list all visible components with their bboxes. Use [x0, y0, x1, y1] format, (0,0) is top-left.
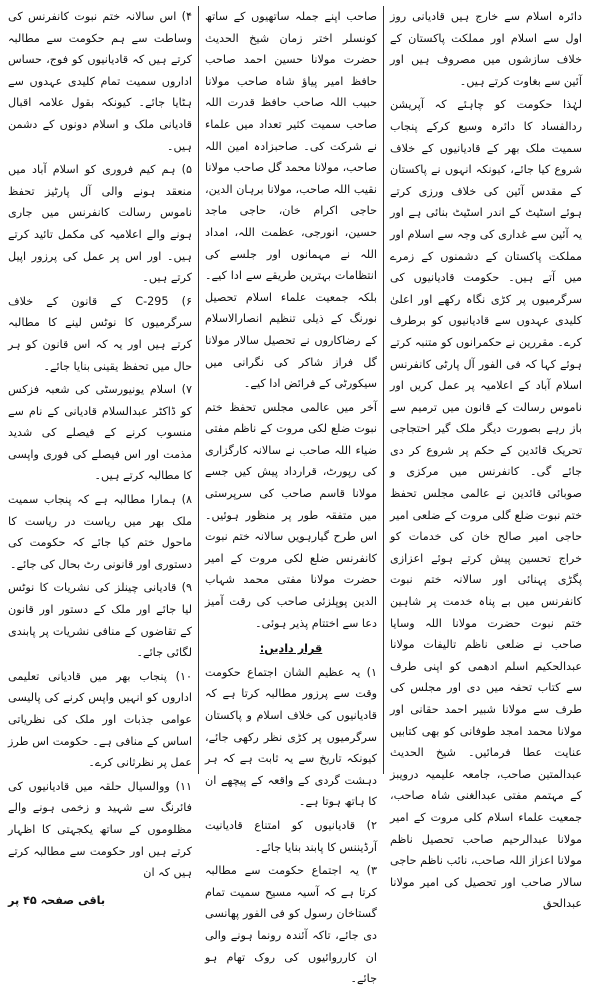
- resolution-item: ۴) اس سالانہ ختم نبوت کانفرنس کی وساطت سے ہم حکومت سے مطالبہ کرتے ہیں کہ قادیانیوں کو فوج، حساس اداروں سمیت تمام کلیدی عہدوں سے ہٹایا جائے۔ کیونکہ بقول علامہ اقبال قادیانی ملک و اسلام دونوں کے دشمن ہیں۔: [8, 10, 192, 153]
- paragraph: لہٰذا حکومت کو چاہئے کہ آپریشن ردالفساد کا دائرہ وسیع کرکے پنجاب سمیت ملک بھر کے قادیانیوں کے خلاف شروع کیا جائے، کیونکہ انہوں نے پاکستان کے مقدس آئین کی خلاف ورزی کرتے ہوئے اسٹیٹ کے اندر اسٹیٹ بنائی ہے اور یہ آئین سے غداری کی وجہ سے اسلام اور مملکت پاکستان کے دشمنوں کے زمرے میں آتے ہیں۔ حکومت قادیانیوں کی سرگرمیوں پر کڑی نگاہ رکھے اور اعلیٰ کلیدی عہدوں سے قادیانیوں کو برطرف کرے۔ مقررین نے حکمرانوں کو متنبہ کرتے ہوئے کہا کہ فی الفور آل پارٹی کانفرنس اسلام آباد کے اعلامیہ پر عمل کریں اور ناموس رسالت کے قانون میں ترمیم سے باز رہے بصورت دیگر ملک گیر احتجاجی تحریک قائدین کے حکم پر شروع کر دی جائے گی۔ کانفرنس میں مرکزی و صوبائی قائدین نے عالمی مجلس تحفظ ختم نبوت ضلع گلی مروت کے ضلعی امیر حاجی امیر صالح خان کی خدمات کو خراج تحسین پیش کرتے ہوئے اعزازی پگڑی پہنائی اور سالانہ ختم نبوت کانفرنس میں بے پناہ خدمت پر شاہین ختم نبوت حضرت مولانا اللہ وسایا صاحب نے ضلعی ناظم تالیفات مولانا عبدالحکیم اسلم ادھمی کو اپنی طرف سے کتاب تحفہ میں دی اور مجلس کی طرف سے مولانا شبیر احمد حقانی اور مولانا محمد امجد طوفانی کو بھی کتابیں عنایت عطا فرمائیں۔ شیخ الحدیث عبدالمتین صاحب، جامعہ علیمیہ درویبز کے مہتمم مفتی عبدالغنی شاہ صاحب، جمعیت علماء اسلام کلی مروت کے امیر مولانا عبدالرحیم صاحب تحصیل ناظم مولانا اعزاز اللہ صاحب، نائب ناظم حاجی سالار صاحب اور تحصیل کی امیر مولانا عبدالحق: [390, 98, 582, 911]
- resolution-item: ۳) یہ اجتماع حکومت سے مطالبہ کرتا ہے کہ آسیہ مسیح سمیت تمام گستاخان رسول کو فی الفور پھانسی دی جائے، تاکہ آئندہ رونما ہونے والی ان کارروائیوں کی روک تھام ہو جائے۔: [205, 864, 377, 986]
- continued-note: باقی صفحہ ۴۵ پر: [8, 893, 106, 907]
- resolution-item: ۱۰) پنجاب بھر میں قادیانی تعلیمی اداروں کو انہیں واپس کرنے کی پالیسی عوامی جذبات اور ملک کی نظریاتی اساس کے منافی ہے۔ حکومت اس طرز عمل پر نظرثانی کرے۔: [8, 669, 192, 770]
- paragraph: دائرہ اسلام سے خارج ہیں قادیانی روز اول سے اسلام اور مملکت پاکستان کے خلاف سازشوں میں مصروف ہیں اور آئین سے بغاوت کرتے ہیں۔: [390, 10, 582, 88]
- column-right: [384, 6, 582, 911]
- column-middle: [198, 6, 384, 986]
- resolutions-heading: قرار دادیں:: [259, 642, 323, 656]
- resolution-item: ۵) ہم کیم فروری کو اسلام آباد میں منعقد ہونے والی آل پارٹیز تحفظ ناموس رسالت کانفرنس میں جاری ہونے والے اعلامیہ کی مکمل تائید کرتے ہیں۔ اور اس پر عمل کی پرزور اپیل کرتے ہیں۔: [8, 163, 192, 285]
- resolution-item: ۱۱) ووالسیال حلقہ میں قادیانیوں کی فائرنگ سے شہید و زخمی ہونے والے مظلوموں کے ساتھ یکجہتی کا اظہار کرتے ہیں اور حکومت سے مطالبہ کرتے ہیں کہ ان: [8, 779, 192, 880]
- resolution-item: ۸) ہمارا مطالبہ ہے کہ پنجاب سمیت ملک بھر میں ریاست در ریاست کا ماحول ختم کیا جائے کہ حکومت کی دستوری اور قانونی رٹ بحال کی جائے۔: [8, 493, 192, 571]
- resolution-item: ۶) 295-C کے قانون کے خلاف سرگرمیوں کا نوٹس لینے کا مطالبہ کرتے ہیں اور یہ کہ اس قانون کو ہر حال میں تحفظ یقینی بنایا جائے۔: [8, 294, 192, 373]
- resolution-item: ۲) قادیانیوں کو امتناع قادیانیت آرڈیننس کا پابند بنایا جائے۔: [205, 818, 377, 854]
- paragraph: صاحب اپنے جملہ ساتھیوں کے ساتھ کونسلر اختر زمان شیخ الحدیث حضرت مولانا حسین احمد صاحب حافظ امیر پیاؤ شاہ صاحب مولانا حبیب اللہ صاحب حافظ قدرت اللہ صاحب سمیت کثیر تعداد میں علماء نے شرکت کی۔ صاحبزادہ امین اللہ صاحب، مولانا محمد گل صاحب مولانا نقیب اللہ صاحب، مولانا برہان الدین، حاجی اکرام خان، حاجی ماجد حسین، انورجی، عظمت اللہ، امداد اللہ نے مہمانوں اور جلسے کی انتظامات بہترین طریقے سے ادا کیے۔ بلکہ جمعیت علماء اسلام تحصیل نورنگ کے ذیلی تنظیم انصارالاسلام کے رضاکاروں نے تحصیل سالار مولانا گل فراز شاکر کی نگرانی میں سیکورٹی کے فرائض ادا کیے۔: [205, 10, 377, 391]
- resolution-item: ۹) قادیانی چینلز کی نشریات کا نوٹس لیا جائے اور ملک کے دستور اور قانون کے تقاضوں کے منافی نشریات پر پابندی لگائی جائے۔: [8, 581, 192, 660]
- column-left: [8, 6, 198, 907]
- resolution-item: ۷) اسلام یونیورسٹی کی شعبہ فزکس کو ڈاکٹر عبدالسلام قادیانی کے نام سے منسوب کرنے کے فیصلے کی شدید مذمت اور اس فیصلے کی فوری واپسی کا مطالبہ کرتے ہیں۔: [8, 383, 192, 483]
- resolution-item: ۱) یہ عظیم الشان اجتماع حکومت وقت سے پرزور مطالبہ کرتا ہے کہ قادیانیوں کی خلاف اسلام و پاکستان سرگرمیوں پر کڑی نظر رکھی جائے، کیونکہ تاریخ سے یہ ثابت ہے کہ ہر دہشت گردی کے واقعہ کے پیچھے ان کا ہاتھ ہوتا ہے۔: [205, 665, 377, 809]
- paragraph: آخر میں عالمی مجلس تحفظ ختم نبوت ضلع لکی مروت کے ناظم مفتی ضیاء اللہ صاحب نے سالانہ کارگزاری کی رپورٹ، قرارداد پیش کیں جسے مولانا قاسم صاحب کی سرپرستی میں متفقہ طور پر منظور ہوئیں۔ اس طرح گیارہویں سالانہ ختم نبوت کانفرنس ضلع لکی مروت کے امیر حضرت مولانا مفتی محمد شہاب الدین پوپلزئی صاحب کی رقت آمیز دعا سے اختتام پذیر ہوئی۔: [205, 400, 377, 630]
